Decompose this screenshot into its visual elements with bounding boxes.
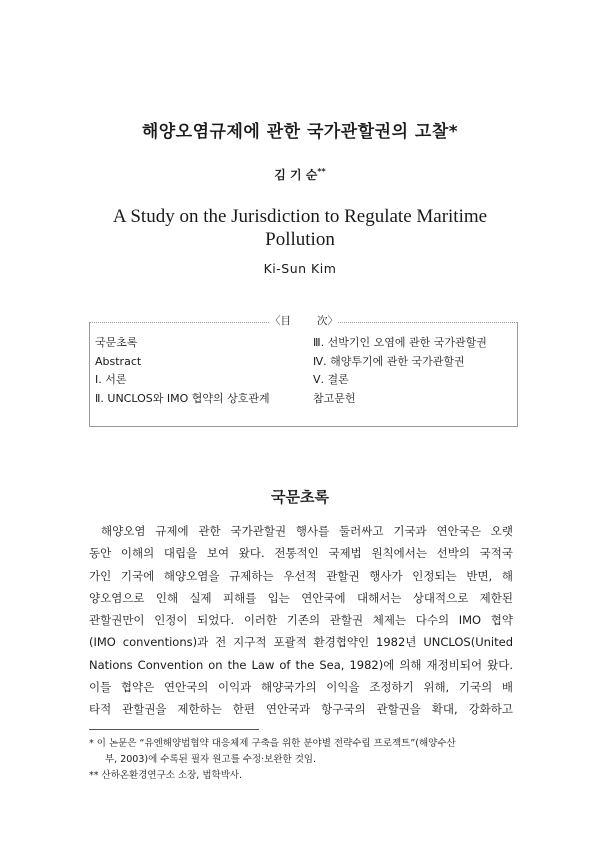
author-name-english: Ki-Sun Kim <box>263 261 337 276</box>
paper-title-korean: 해양오염규제에 관한 국가관할권의 고찰* <box>141 122 459 142</box>
toc-item: Ⅳ. 해양투기에 관한 국가관할권 <box>313 354 465 368</box>
abstract-body <box>89 520 513 721</box>
abstract-heading: 국문초록 <box>271 488 329 506</box>
toc-item: Ⅰ. 서론 <box>95 373 127 386</box>
body-line: 타적 관할권을 제한하는 한편 연안국과 항구국의 관할권을 확대, 강화하고 <box>89 702 513 717</box>
body-line: Nations Convention on the Law of the Sea, 1982)에 의해 재정비되어 왔다. <box>89 657 513 672</box>
footnote-1-line-1: * 이 논문은 “유엔해양법협약 대응체제 구축을 위한 분야별 전략수립 프로젝트”(해양수산 <box>89 738 456 749</box>
author-name-korean <box>0 166 600 183</box>
toc-item: 참고문헌 <box>313 391 356 405</box>
footnotes <box>89 736 513 784</box>
body-line: 양오염으로 인해 실제 피해를 입는 연안국에 대해서는 상대적으로 제한된 <box>89 590 513 605</box>
paper-title-english-line1: A Study on the Jurisdiction to Regulate Maritime <box>112 206 488 227</box>
toc-right-column <box>313 334 487 408</box>
toc-item: Ⅴ. 결론 <box>313 373 349 386</box>
body-line: 가인 기국에 해양오염을 규제하는 우선적 관할권 행사가 인정되는 반면, 해 <box>89 568 513 583</box>
body-line: 이들 협약은 연안국의 이익과 해양국가의 이익을 조정하기 위해, 기국의 배 <box>89 680 513 695</box>
toc-heading-open: 〈目 <box>270 315 291 327</box>
toc-left-column <box>95 334 270 408</box>
footnote-2: ** 산하온환경연구소 소장, 법학박사. <box>89 770 243 781</box>
toc-heading <box>270 313 338 328</box>
body-line: 해양오염 규제에 관한 국가관할권 행사를 둘러싸고 기국과 연안국은 오랫 <box>101 524 513 538</box>
toc-heading-close: 次〉 <box>317 315 338 327</box>
paper-title-english-line2: Pollution <box>265 229 335 250</box>
toc-item: Ⅱ. UNCLOS와 IMO 협약의 상호관계 <box>95 391 270 405</box>
footnote-1-line-2: 부, 2003)에 수록된 필자 원고를 수정·보완한 것임. <box>105 754 317 765</box>
author-footnote-mark: ** <box>317 167 326 176</box>
toc-item: Ⅲ. 선박기인 오염에 관한 국가관할권 <box>313 336 487 349</box>
footnote-rule <box>89 729 259 730</box>
body-line: 동안 이해의 대립을 보여 왔다. 전통적인 국제법 원칙에서는 선박의 국적국 <box>89 546 513 561</box>
body-line: (IMO conventions)과 전 지구적 포괄적 환경협약인 1982년 UNCLOS(United <box>89 635 513 650</box>
paper-title-english <box>0 205 600 251</box>
author-name-korean-text: 김 기 순 <box>274 168 318 182</box>
body-line: 관할권만이 인정이 되었다. 이러한 기존의 관할권 체제는 다수의 IMO 협약 <box>89 613 513 628</box>
toc-item: Abstract <box>95 354 142 368</box>
toc-item: 국문초록 <box>95 336 138 349</box>
